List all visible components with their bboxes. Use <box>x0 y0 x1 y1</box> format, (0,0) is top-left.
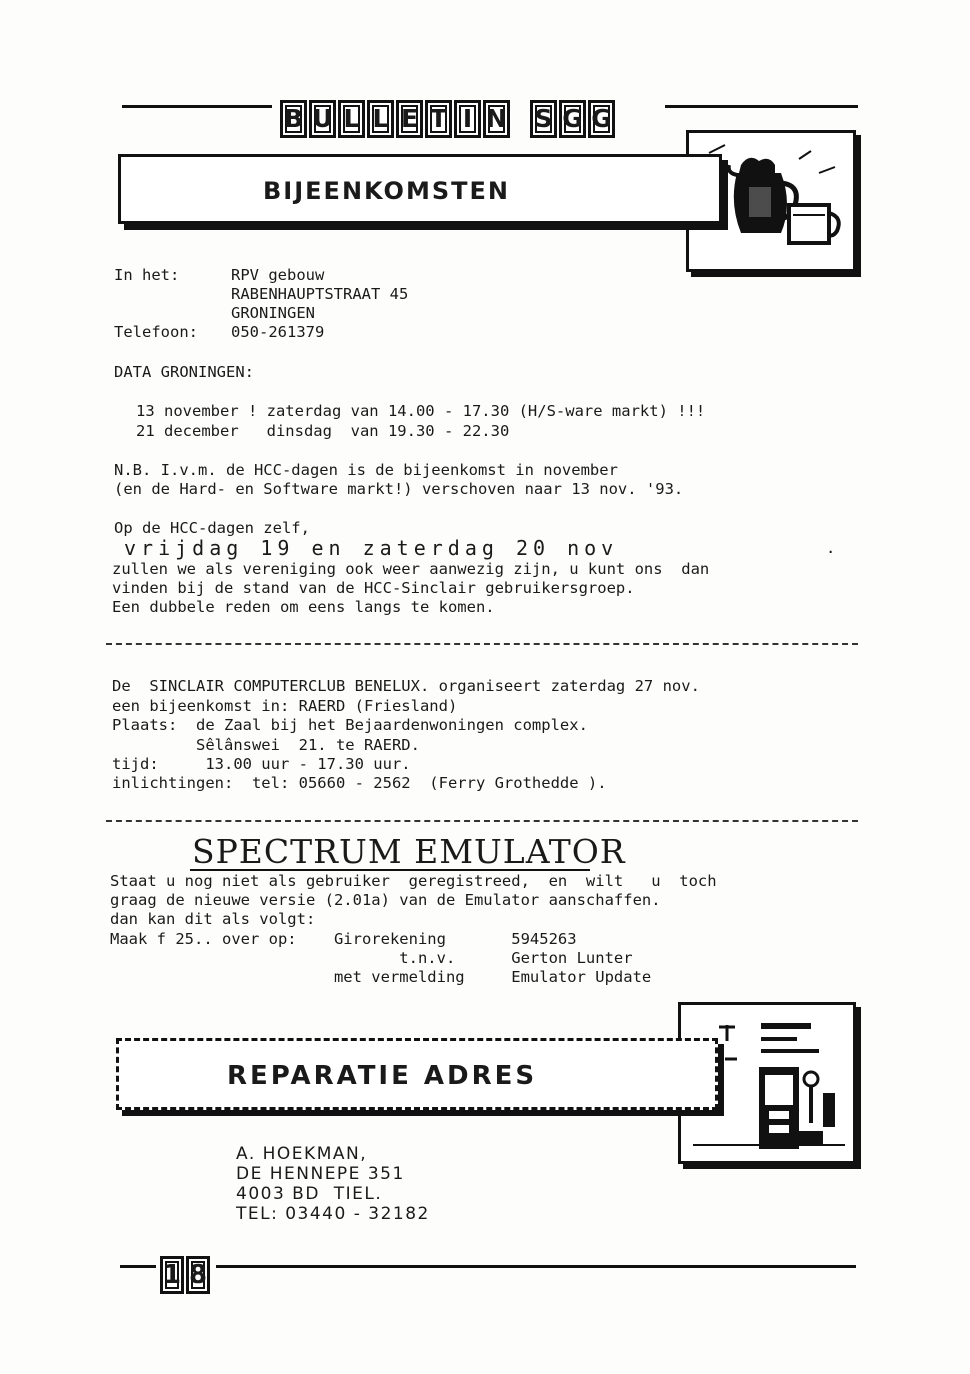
header-rule-left <box>122 105 272 108</box>
bulletin-title <box>280 100 617 138</box>
dates-row: 13 november ! zaterdag van 14.00 - 17.30 (H/S-ware markt) !!! <box>136 402 706 420</box>
hcc-line: Een dubbele reden om eens langs te komen. <box>112 598 495 616</box>
repair-name: A. HOEKMAN, <box>236 1144 368 1164</box>
title-letter: U <box>309 100 336 138</box>
note-line: (en de Hard- en Software markt!) verschoven naar 13 nov. '93. <box>114 480 684 498</box>
spectrum-line: Maak f 25.. over op: Girorekening 5945263 <box>110 930 577 948</box>
location-city: GRONINGEN <box>231 304 315 322</box>
title-letter: I <box>454 100 481 138</box>
title-letter: T <box>425 100 452 138</box>
footer-rule-left <box>120 1265 156 1268</box>
hcc-line: zullen we als vereniging ook weer aanwezig zijn, u kunt ons dan <box>112 560 710 578</box>
hcc-big-date: vrijdag 19 en zaterdag 20 nov <box>124 536 619 560</box>
location-street: RABENHAUPTSTRAAT 45 <box>231 285 409 303</box>
title-letter: L <box>367 100 394 138</box>
repair-phone: TEL: 03440 - 32182 <box>236 1204 430 1224</box>
page-number <box>160 1256 212 1294</box>
spectrum-line: met vermelding Emulator Update <box>110 968 652 986</box>
title-letter: L <box>338 100 365 138</box>
meetings-banner-title: BIJEENKOMSTEN <box>263 177 510 205</box>
benelux-line: Sêlânswei 21. te RAERD. <box>112 736 420 754</box>
title-letter: G <box>588 100 615 138</box>
spectrum-title-underline <box>190 869 590 871</box>
hcc-intro: Op de HCC-dagen zelf, <box>114 519 310 537</box>
spectrum-line: dan kan dit als volgt: <box>110 910 316 928</box>
location-phone: 050-261379 <box>231 323 325 341</box>
benelux-line: De SINCLAIR COMPUTERCLUB BENELUX. organiseert zaterdag 27 nov. <box>112 677 700 695</box>
note-line: N.B. I.v.m. de HCC-dagen is de bijeenkomst in november <box>114 461 618 479</box>
dates-heading: DATA GRONINGEN: <box>114 363 254 381</box>
hcc-big-date-end: . <box>826 539 836 557</box>
dates-row: 21 december dinsdag van 19.30 - 22.30 <box>136 422 510 440</box>
spectrum-line: Staat u nog niet als gebruiker geregistreed, en wilt u toch <box>110 872 717 890</box>
benelux-line: inlichtingen: tel: 05660 - 2562 (Ferry Grothedde ). <box>112 774 607 792</box>
title-letter: S <box>530 100 557 138</box>
spectrum-title: SPECTRUM EMULATOR <box>192 832 626 871</box>
page-digit: 8 <box>186 1256 210 1294</box>
spectrum-line: t.n.v. Gerton Lunter <box>110 949 633 967</box>
section-divider <box>106 643 858 645</box>
section-divider <box>106 820 858 822</box>
location-label-phone: Telefoon: <box>114 323 198 341</box>
meetings-banner <box>118 154 722 224</box>
title-letter: B <box>280 100 307 138</box>
repair-city: 4003 BD TIEL. <box>236 1184 383 1204</box>
location-label-in: In het: <box>114 266 180 284</box>
title-letter: G <box>559 100 586 138</box>
hcc-line: vinden bij de stand van de HCC-Sinclair gebruikersgroep. <box>112 579 635 597</box>
spectrum-line: graag de nieuwe versie (2.01a) van de Emulator aanschaffen. <box>110 891 661 909</box>
page-digit: 1 <box>160 1256 184 1294</box>
benelux-line: tijd: 13.00 uur - 17.30 uur. <box>112 755 411 773</box>
title-letter: E <box>396 100 423 138</box>
title-letter: N <box>483 100 510 138</box>
header-rule-right <box>665 105 858 108</box>
repair-banner <box>116 1038 718 1110</box>
repair-banner-title: REPARATIE ADRES <box>227 1061 538 1091</box>
footer-rule-right <box>216 1265 856 1268</box>
repair-street: DE HENNEPE 351 <box>236 1164 405 1184</box>
benelux-line: een bijeenkomst in: RAERD (Friesland) <box>112 697 458 715</box>
benelux-line: Plaats: de Zaal bij het Bejaardenwoningen complex. <box>112 716 588 734</box>
location-venue: RPV gebouw <box>231 266 325 284</box>
